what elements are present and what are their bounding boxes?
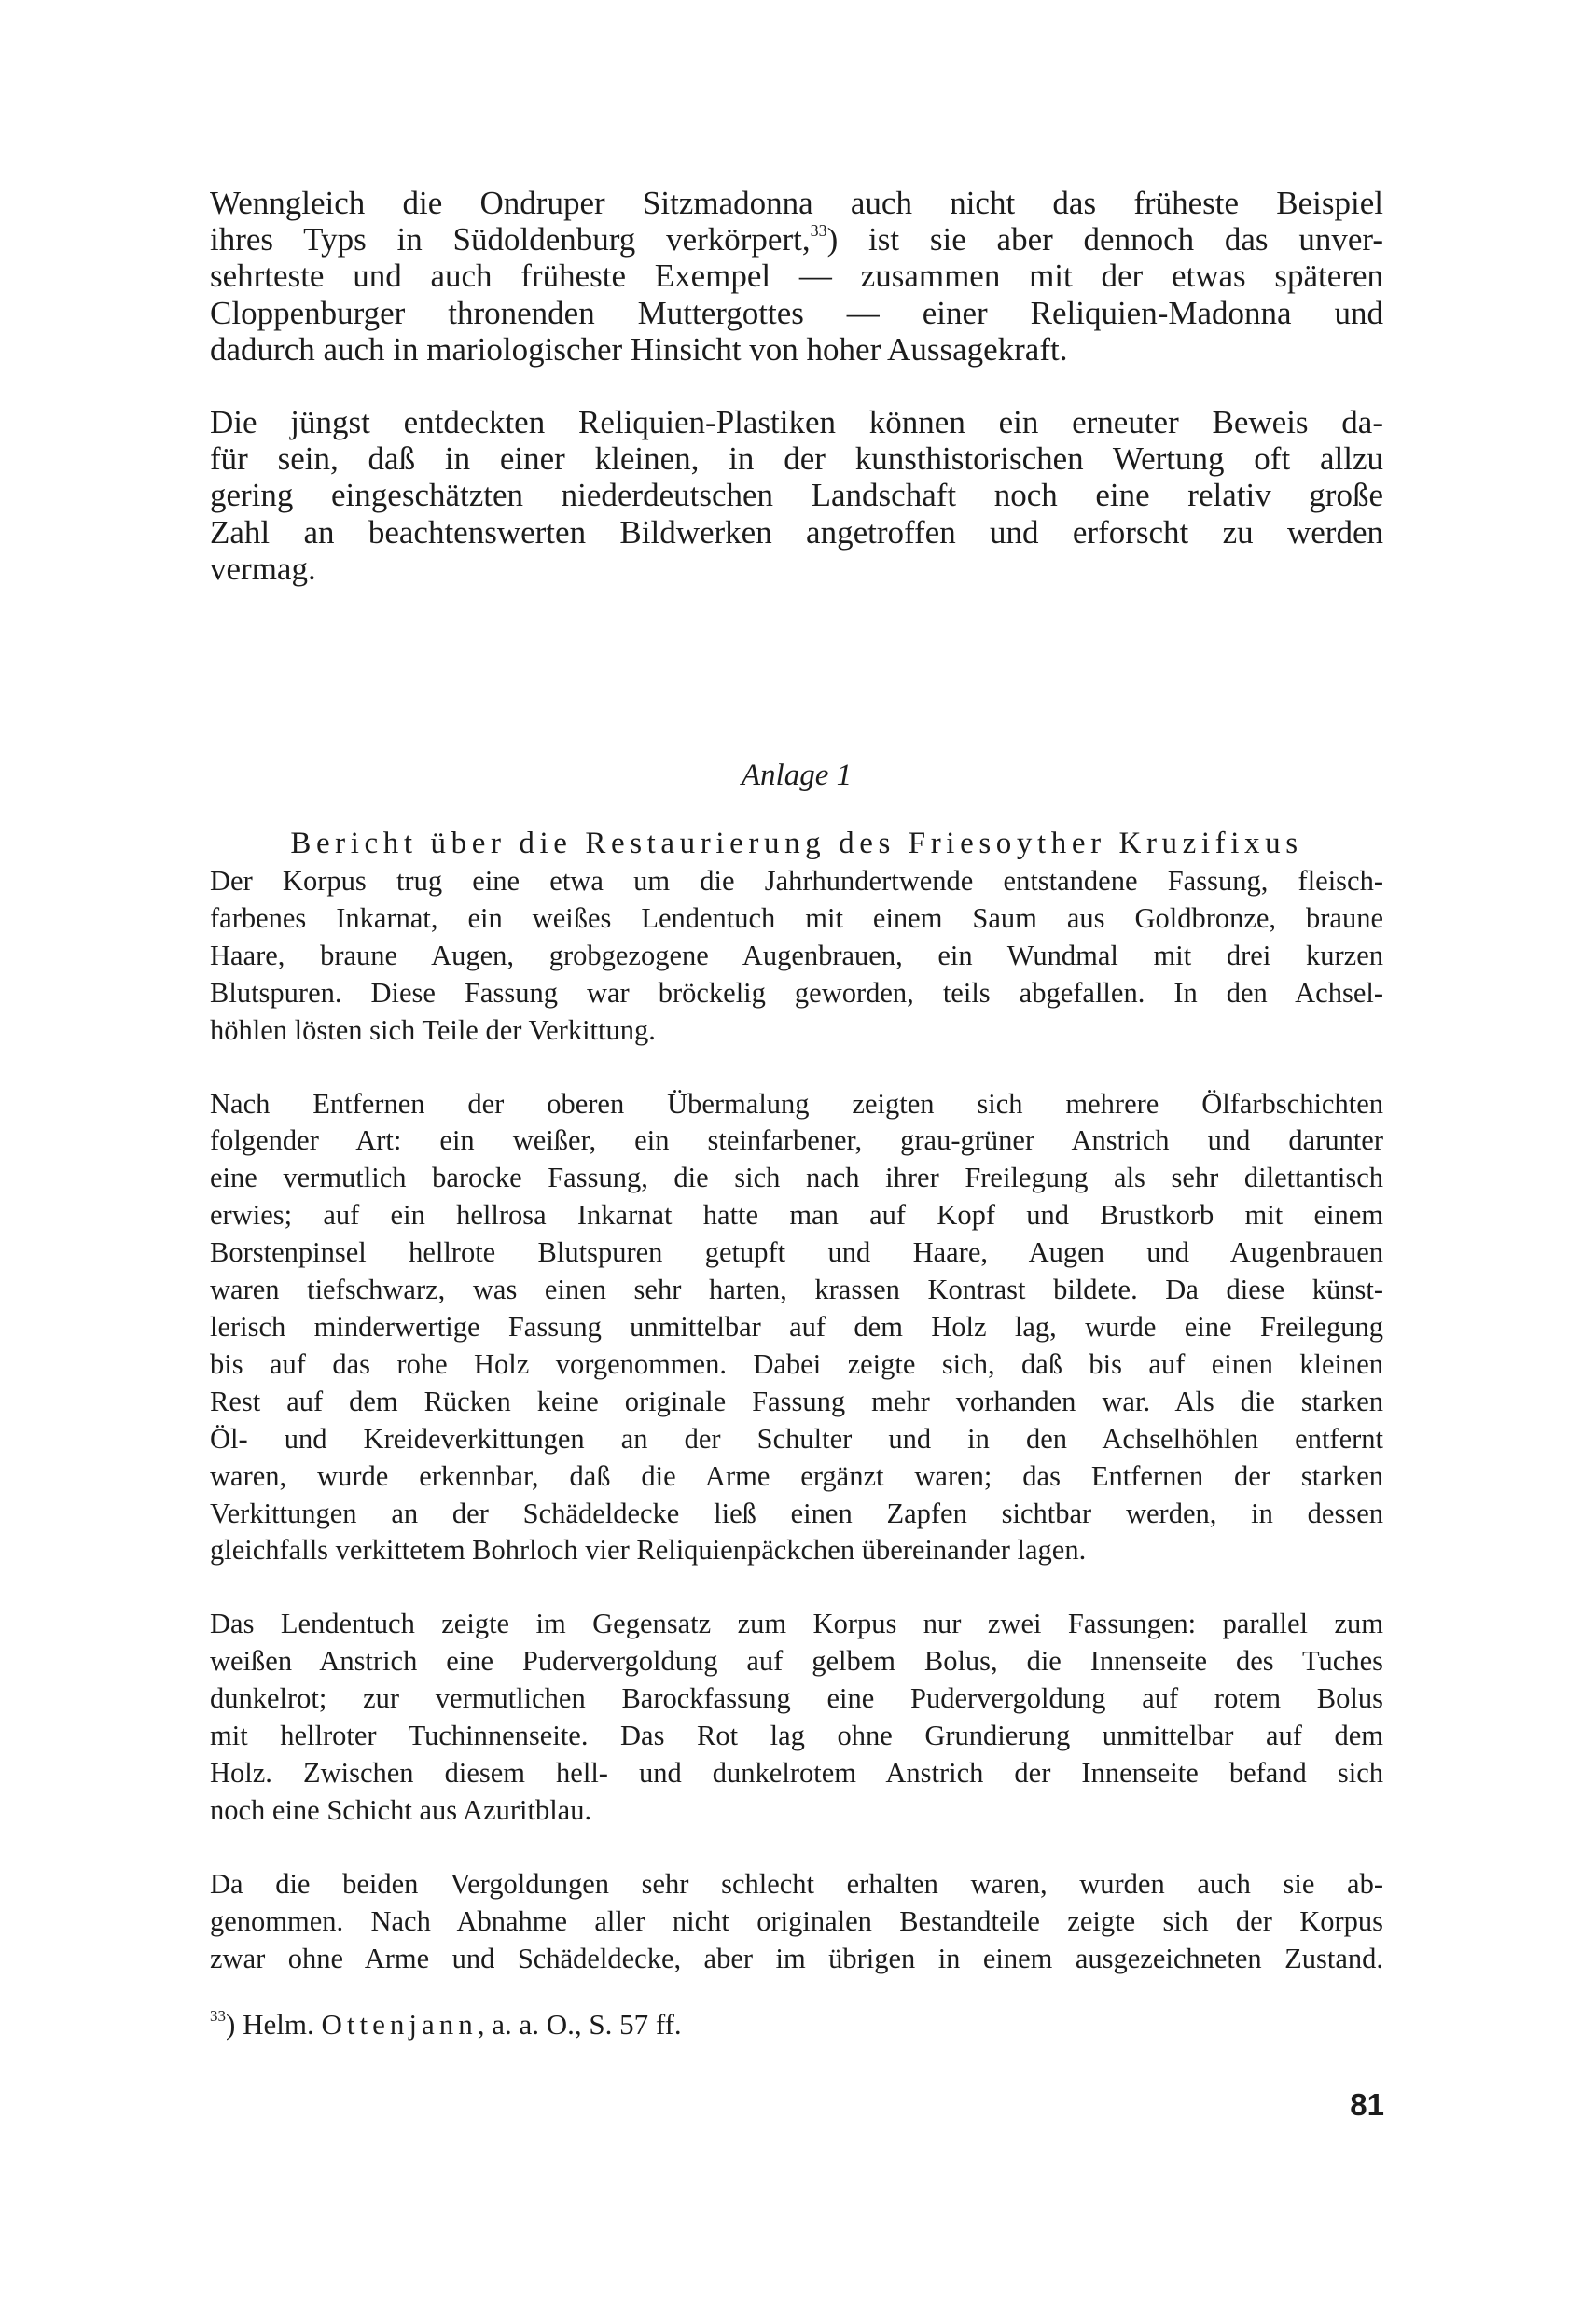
text-line: eine vermutlich barocke Fassung, die sich nach ihrer Freilegung als sehr dilettantisch [210,1162,1383,1194]
text-line: dadurch auch in mariologischer Hinsicht von hoher Aussagekraft. [210,330,1068,368]
text-line: Blutspuren. Diese Fassung war bröckelig geworden, teils abgefallen. In den Achsel- [210,976,1383,1009]
text-line: gleichfalls verkittetem Bohrloch vier Reliquienpäckchen übereinander lagen. [210,1534,1087,1567]
appendix-paragraph-4 [210,1866,1383,1978]
appendix-title: Bericht über die Restaurierung des Friesoyther Kruzifixus [290,827,1303,860]
text-line: Haare, braune Augen, grobgezogene Augenbrauen, ein Wundmal mit drei kurzen [210,939,1383,971]
text-line: farbenes Inkarnat, ein weißes Lendentuch mit einem Saum aus Goldbronze, braune [210,901,1383,934]
appendix-paragraph-3 [210,1606,1383,1829]
text-line: Der Korpus trug eine etwa um die Jahrhundertwende entstandene Fassung, fleisch- [210,865,1383,897]
text-line: Verkittungen an der Schädeldecke ließ einen Zapfen sichtbar werden, in dessen [210,1497,1383,1529]
text-line: Rest auf dem Rücken keine originale Fassung mehr vorhanden war. Als die starken [210,1385,1383,1417]
footnote-marker: 33 [210,2007,226,2025]
text-line: Da die beiden Vergoldungen sehr schlecht erhalten waren, wurden auch sie ab- [210,1867,1383,1900]
text-line: Öl- und Kreideverkittungen an der Schulter und in den Achselhöhlen entfernt [210,1422,1383,1455]
appendix-paragraph-2 [210,1086,1383,1570]
text-segment: ) ist sie aber dennoch das unver- [826,221,1383,258]
text-line: folgender Art: ein weißer, ein steinfarbener, grau-grüner Anstrich und darunter [210,1124,1383,1157]
appendix-heading: Anlage 1 [741,759,853,792]
text-line: bis auf das rohe Holz vorgenommen. Dabei zeigte sich, daß bis auf einen kleinen [210,1347,1383,1380]
footnote-prefix: Helm. [235,2008,322,2041]
text-line: zwar ohne Arme und Schädeldecke, aber im übrigen in einem ausgezeichneten Zustand. [210,1942,1383,1974]
text-line [210,221,1383,258]
text-line: Holz. Zwischen diesem hell- und dunkelrotem Anstrich der Innenseite befand sich [210,1756,1383,1789]
footnote-marker-close: ) [226,2008,236,2041]
text-segment: ihres Typs in Südoldenburg verkörpert, [210,221,811,258]
text-line: waren tiefschwarz, was einen sehr harten, krassen Kontrast bildete. Da diese künst- [210,1274,1383,1306]
text-line: genommen. Nach Abnahme aller nicht originalen Bestandteile zeigte sich der Korpus [210,1904,1383,1937]
appendix-paragraph-1 [210,863,1383,1050]
page-number: 81 [1350,2087,1384,2122]
text-line: für sein, daß in einer kleinen, in der kunsthistorischen Wertung oft allzu [210,440,1383,478]
text-line: Borstenpinsel hellrote Blutspuren getupft und Haare, Augen und Augenbrauen [210,1236,1383,1269]
text-line: gering eingeschätzten niederdeutschen Landschaft noch eine relativ große [210,477,1383,514]
footnote [210,2006,682,2043]
paragraph-intro-2 [210,404,1383,587]
text-line: vermag. [210,550,316,587]
paragraph-intro-1 [210,185,1383,368]
text-line: dunkelrot; zur vermutlichen Barockfassung eine Pudervergoldung auf rotem Bolus [210,1682,1383,1715]
text-line: Wenngleich die Ondruper Sitzmadonna auch nicht das früheste Beispiel [210,185,1383,221]
footnote-reference: 33 [810,221,827,241]
text-line: Zahl an beachtenswerten Bildwerken angetroffen und erforscht zu werden [210,513,1383,551]
text-line: noch eine Schicht aus Azuritblau. [210,1793,592,1826]
text-line: Nach Entfernen der oberen Übermalung zeigten sich mehrere Ölfarbschichten [210,1087,1383,1120]
text-line: waren, wurde erkennbar, daß die Arme ergänzt waren; das Entfernen der starken [210,1459,1383,1492]
footnote-suffix: , a. a. O., S. 57 ff. [477,2008,682,2041]
text-line: mit hellroter Tuchinnenseite. Das Rot lag ohne Grundierung unmittelbar auf dem [210,1720,1383,1752]
text-line: Die jüngst entdeckten Reliquien-Plastiken können ein erneuter Beweis da- [210,404,1383,441]
text-line: lerisch minderwertige Fassung unmittelbar auf dem Holz lag, wurde eine Freilegung [210,1310,1383,1343]
footnote-author: Ottenjann [321,2008,478,2041]
text-line: höhlen lösten sich Teile der Verkittung. [210,1013,656,1046]
text-line: erwies; auf ein hellrosa Inkarnat hatte man auf Kopf und Brustkorb mit einem [210,1199,1383,1232]
text-line: weißen Anstrich eine Pudervergoldung auf gelbem Bolus, die Innenseite des Tuches [210,1645,1383,1678]
text-line: Cloppenburger thronenden Muttergottes — einer Reliquien-Madonna und [210,294,1383,331]
appendix-body [210,863,1383,1977]
main-text-block [210,185,1383,587]
text-line: sehrteste und auch früheste Exempel — zusammen mit der etwas späteren [210,258,1383,295]
text-line: Das Lendentuch zeigte im Gegensatz zum Korpus nur zwei Fassungen: parallel zum [210,1608,1383,1640]
